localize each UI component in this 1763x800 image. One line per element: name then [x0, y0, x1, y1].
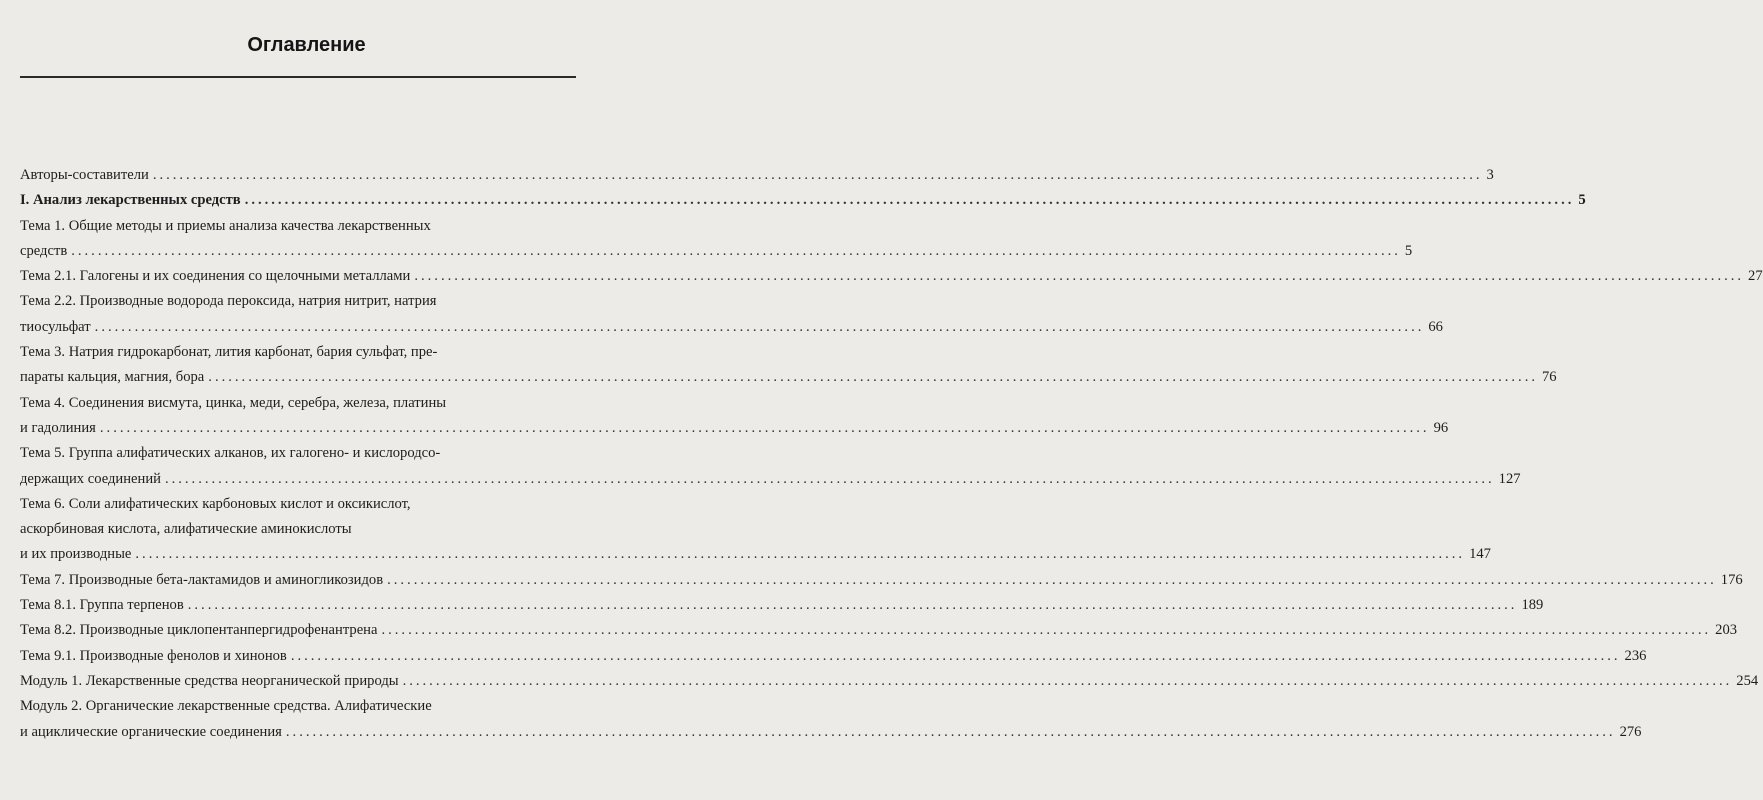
dot-leader: ........................................................................................................................................................................................................: [381, 622, 1712, 639]
toc-entry: [20, 289, 1443, 340]
toc-entry-text: параты кальция, магния, бора: [20, 369, 205, 386]
toc-entry-text: тиосульфат: [20, 318, 91, 335]
toc-entry: [20, 568, 1743, 593]
toc-entry-text: держащих соединений: [20, 470, 161, 487]
toc-entry-text: Тема 2.1. Галогены и их соединения со щелочными металлами: [20, 268, 411, 285]
dot-leader: ........................................................................................................................................................................................................: [71, 242, 1401, 259]
toc-entry: [20, 492, 1491, 568]
page-number: 27: [1748, 268, 1763, 285]
toc-entry: [20, 391, 1449, 442]
toc-entry: [20, 644, 1647, 669]
page-number: 236: [1624, 647, 1647, 664]
title-rule: [20, 76, 576, 78]
dot-leader: ........................................................................................................................................................................................................: [290, 647, 1621, 664]
toc-entry: [20, 618, 1738, 643]
toc-entry: [20, 694, 1642, 745]
dot-leader: ........................................................................................................................................................................................................: [208, 369, 1538, 386]
toc-entry: [20, 264, 1763, 289]
dot-leader: ........................................................................................................................................................................................................: [244, 192, 1575, 209]
toc-entry-text: аскорбиновая кислота, алифатические аминокислоты: [20, 521, 352, 538]
toc-entry: [20, 593, 1544, 618]
toc-entry-text: Тема 7. Производные бета-лактамидов и аминогликозидов: [20, 571, 384, 588]
toc-entry-text: и гадолиния: [20, 419, 96, 436]
page-title: Оглавление: [247, 34, 366, 56]
toc-entry-text: и их производные: [20, 546, 132, 563]
toc-entry-text: Тема 8.2. Производные циклопентанпергидрофенантрена: [20, 622, 378, 639]
toc-entry-text: и ациклические органические соединения: [20, 723, 282, 740]
dot-leader: ........................................................................................................................................................................................................: [285, 723, 1616, 740]
toc-entry-text: Тема 1. Общие методы и приемы анализа качества лекарственных: [20, 217, 431, 234]
toc-entry-text: средств: [20, 242, 68, 259]
toc-entry-text: Тема 4. Соединения висмута, цинка, меди, серебра, железа, платины: [20, 394, 447, 411]
toc-entry-text: Тема 6. Соли алифатических карбоновых кислот и оксикислот,: [20, 495, 411, 512]
page-number: 147: [1469, 546, 1491, 563]
dot-leader: ........................................................................................................................................................................................................: [387, 571, 1717, 588]
dot-leader: ........................................................................................................................................................................................................: [164, 470, 1495, 487]
table-of-contents: [20, 163, 1763, 745]
toc-entry-text: Тема 9.1. Производные фенолов и хинонов: [20, 647, 287, 664]
page-number: 189: [1521, 597, 1544, 614]
toc-entry: [20, 441, 1521, 492]
toc-entry-text: Модуль 1. Лекарственные средства неорганической природы: [20, 672, 399, 689]
toc-entry: [20, 214, 1413, 265]
dot-leader: ........................................................................................................................................................................................................: [187, 597, 1518, 614]
page-number: 254: [1736, 672, 1759, 689]
page-number: 66: [1428, 318, 1443, 335]
toc-entry: [20, 340, 1557, 391]
toc-entry: [20, 188, 1586, 213]
toc-entry: [20, 669, 1759, 694]
page-number: 3: [1486, 167, 1494, 183]
dot-leader: ........................................................................................................................................................................................................: [99, 419, 1430, 436]
dot-leader: ........................................................................................................................................................................................................: [402, 672, 1733, 689]
dot-leader: ........................................................................................................................................................................................................: [152, 167, 1483, 183]
page-number: 176: [1720, 571, 1743, 588]
toc-entry-text: Модуль 2. Органические лекарственные средства. Алифатические: [20, 698, 432, 715]
toc-entry: [20, 163, 1494, 188]
page-number: 5: [1404, 242, 1413, 259]
toc-entry-text: Тема 8.1. Группа терпенов: [20, 597, 184, 614]
dot-leader: ........................................................................................................................................................................................................: [135, 546, 1466, 563]
page-number: 127: [1498, 470, 1521, 487]
toc-entry-text: Авторы-составители: [20, 167, 149, 183]
page-number: 203: [1715, 622, 1738, 639]
page-number: 5: [1578, 192, 1586, 209]
toc-entry-text: Тема 2.2. Производные водорода пероксида, натрия нитрит, натрия: [20, 293, 437, 310]
toc-entry-text: Тема 3. Натрия гидрокарбонат, лития карбонат, бария сульфат, пре-: [20, 344, 438, 361]
page-number: 76: [1541, 369, 1557, 386]
toc-entry-text: I. Анализ лекарственных средств: [20, 192, 241, 209]
dot-leader: ........................................................................................................................................................................................................: [414, 268, 1745, 285]
page-number: 276: [1619, 723, 1642, 740]
toc-entry-text: Тема 5. Группа алифатических алканов, их галогено- и кислородсо-: [20, 445, 441, 462]
page-number: 96: [1433, 419, 1449, 436]
dot-leader: ........................................................................................................................................................................................................: [94, 318, 1425, 335]
